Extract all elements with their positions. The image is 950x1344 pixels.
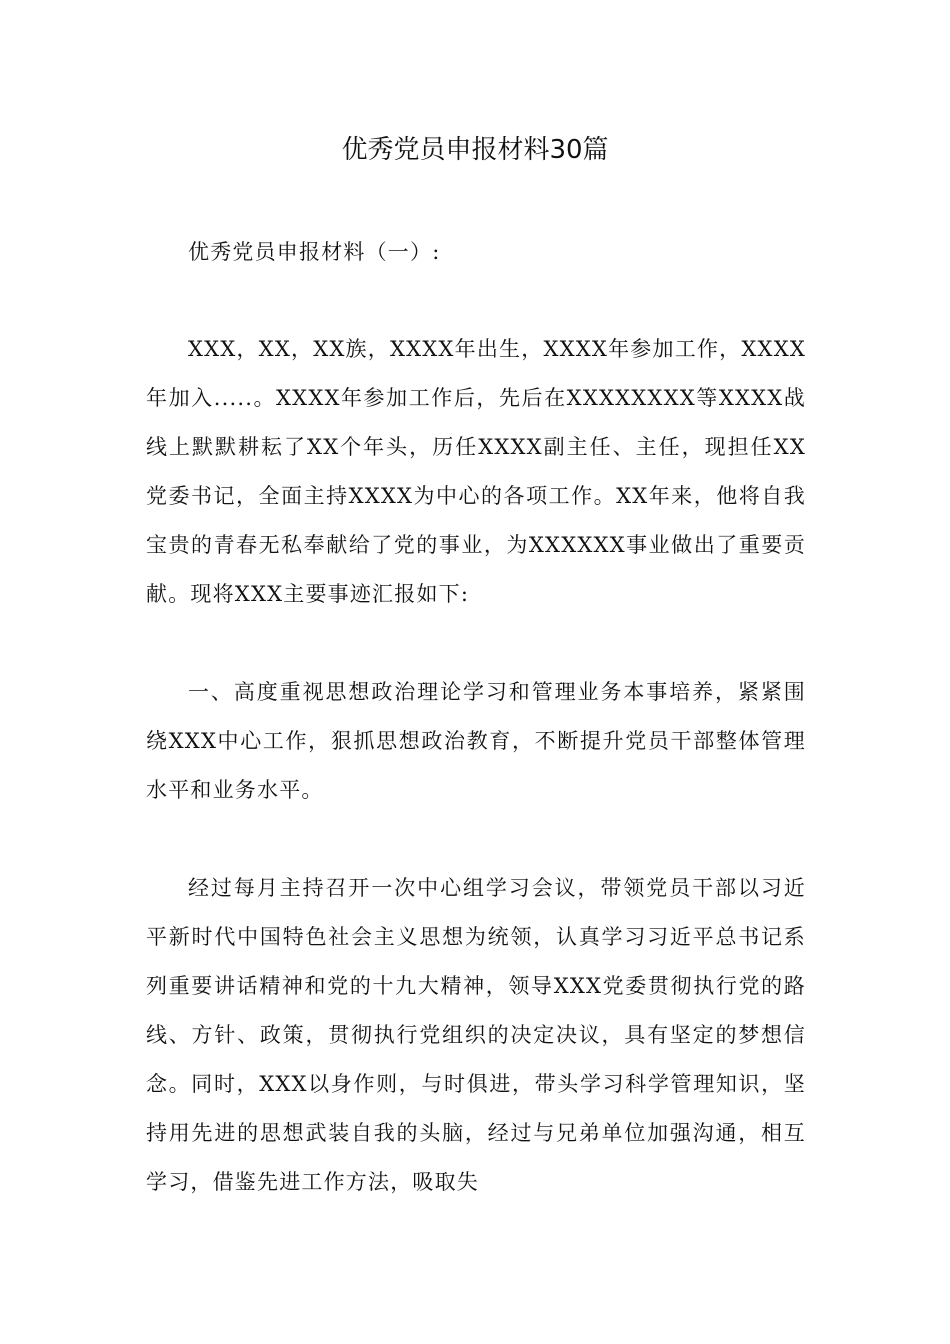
section-heading: 优秀党员申报材料（一）: [188, 240, 441, 264]
document-body [146, 228, 806, 1207]
paragraph-study-details: 经过每月主持召开一次中心组学习会议，带领党员干部以习近平新时代中国特色社会主义思想为统领，认真学习习近平总书记系列重要讲话精神和党的十九大精神，领导XXX党委贯彻执行党的路线、方针、政策，贯彻执行党组织的决定决议，具有坚定的梦想信念。同时，XXX以身作则，与时俱进，带头学习科学管理知识，坚持用先进的思想武装自我的头脑，经过与兄弟单位加强沟通，相互学习，借鉴先进工作方法，吸取失 [146, 876, 806, 1194]
paragraph-intro: XXX，XX，XX族，XXXX年出生，XXXX年参加工作，XXXX年加入.....。XXXX年参加工作后，先后在XXXXXXXX等XXXX战线上默默耕耘了XX个年头，历任XXXX副主任、主任，现担任XX党委书记，全面主持XXXX为中心的各项工作。XX年来，他将自我宝贵的青春无私奉献给了党的事业，为XXXXXX事业做出了重要贡献。现将XXX主要事迹汇报如下: [146, 337, 806, 606]
document-title: 优秀党员申报材料30篇 [341, 135, 609, 165]
paragraph-point-one: 一、高度重视思想政治理论学习和管理业务本事培养，紧紧围绕XXX中心工作，狠抓思想政治教育，不断提升党员干部整体管理水平和业务水平。 [146, 680, 806, 802]
